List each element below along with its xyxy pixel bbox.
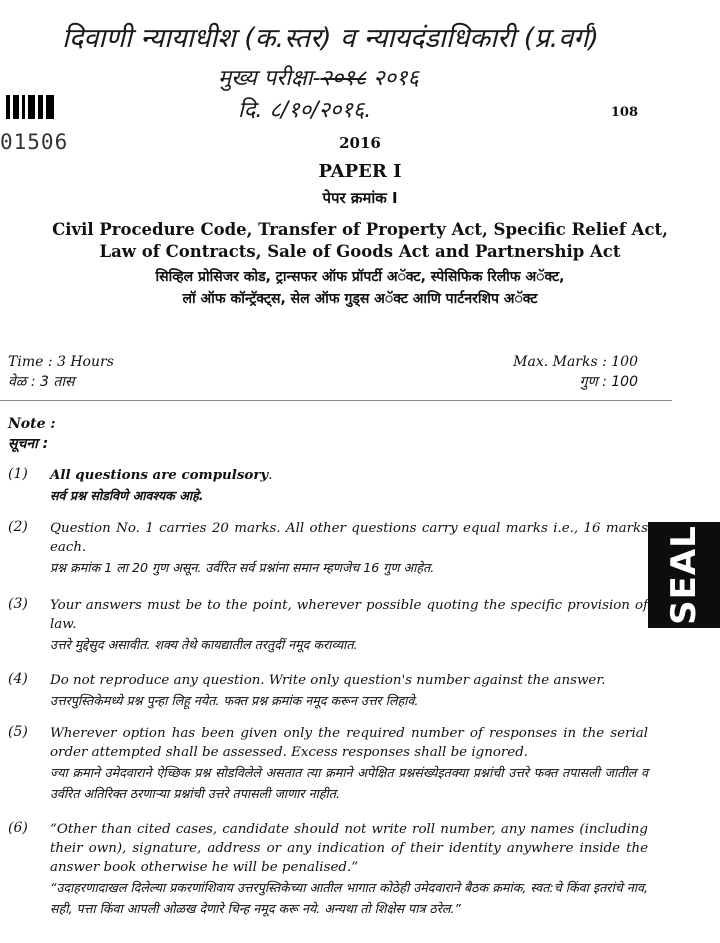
instruction-english-end: . bbox=[268, 468, 273, 483]
handwritten-exam-name bbox=[218, 62, 419, 92]
subject-line-2: Law of Contracts, Sale of Goods Act and Partnership Act bbox=[99, 242, 621, 261]
instruction-number: (1) bbox=[8, 466, 28, 482]
time-english: Time : 3 Hours bbox=[8, 354, 114, 370]
instruction-english: Question No. 1 carries 20 marks. All other questions carry equal marks i.e., 16 marks each. bbox=[50, 521, 648, 555]
handwritten-date: दि. ८/१०/२०१६. bbox=[238, 98, 372, 123]
instruction-marathi: ज्या क्रमाने उमेदवाराने ऐच्छिक प्रश्न सोडविलेले असतात त्या क्रमाने अपेक्षित प्रश्नसंख्येइतक्या प्रश्नांची उत्तरे फक्त तपासली जातील व उर्वरित अतिरिक्त ठरणाऱ्या प्रश्नांची उत्तरे तपासली जाणार नाहीत. bbox=[50, 765, 648, 801]
handwritten-struck-text: २०१८ bbox=[320, 66, 367, 91]
subject-marathi-line-2: लॉ ऑफ कॉन्ट्रॅक्ट्स, सेल ऑफ गुड्स अॅक्ट आणि पार्टनरशिप अॅक्ट bbox=[182, 291, 538, 307]
instruction-english: Your answers must be to the point, wherever possible quoting the specific provision of law. bbox=[50, 598, 648, 632]
instruction-number: (3) bbox=[8, 596, 28, 612]
instruction-marathi: “उदाहरणादाखल दिलेल्या प्रकरणांशिवाय उत्तरपुस्तिकेच्या आतील भागात कोठेही उमेदवाराने बैठक क्रमांक, स्वत:चे किंवा इतरांचे नाव, सही, पत्ता किंवा आपली ओळख देणारे चिन्ह नमूद करू नये. अन्यथा तो शिक्षेस पात्र ठरेल.” bbox=[50, 880, 648, 916]
barcode bbox=[6, 95, 60, 119]
instruction-english bbox=[50, 466, 648, 485]
time-marathi: वेळ : 3 तास bbox=[8, 374, 75, 390]
paper-title-marathi: पेपर क्रमांक I bbox=[322, 189, 398, 207]
seal-label: SEAL bbox=[664, 525, 704, 625]
seal-tab bbox=[648, 522, 720, 628]
exam-year: 2016 bbox=[339, 134, 381, 152]
instruction-english-part: All questions are bbox=[50, 467, 182, 483]
max-marks-marathi: गुण : 100 bbox=[579, 374, 638, 390]
roll-number: 01506 bbox=[0, 130, 69, 154]
instruction-marathi: उत्तरपुस्तिकेमध्ये प्रश्न पुन्हा लिहू नयेत. फक्त प्रश्न क्रमांक नमूद करून उत्तर लिहावे. bbox=[50, 693, 419, 708]
instruction-english: Wherever option has been given only the required number of responses in the serial order attempted shall be assessed. Excess responses shall be ignored. bbox=[50, 726, 648, 760]
handwritten-exam-title: दिवाणी न्यायाधीश (क.स्तर) व न्यायदंडाधिकारी (प्र.वर्ग) bbox=[62, 23, 599, 54]
instruction-number: (5) bbox=[8, 724, 28, 740]
handwritten-exam-name-text: मुख्य परीक्षा- bbox=[218, 66, 321, 91]
instruction-emphasis: compulsory bbox=[181, 467, 269, 483]
paper-title: PAPER I bbox=[318, 161, 402, 182]
instruction-english: Do not reproduce any question. Write only question's number against the answer. bbox=[50, 673, 606, 688]
instruction-marathi: सर्व प्रश्न सोडविणे आवश्यक आहे. bbox=[50, 488, 204, 503]
note-heading-marathi: सूचना : bbox=[8, 436, 49, 452]
subject-marathi-line-1: सिव्हिल प्रोसिजर कोड, ट्रान्सफर ऑफ प्रॉपर्टी अॅक्ट, स्पेसिफिक रिलीफ अॅक्ट, bbox=[155, 269, 565, 285]
paper-code: 108 bbox=[610, 105, 638, 120]
instruction-marathi: प्रश्न क्रमांक 1 ला 20 गुण असून. उर्वरित सर्व प्रश्नांना समान म्हणजेच 16 गुण आहेत. bbox=[50, 560, 435, 575]
instruction-number: (4) bbox=[8, 671, 28, 687]
max-marks-english: Max. Marks : 100 bbox=[513, 354, 638, 370]
divider bbox=[0, 400, 672, 401]
instruction-english: “Other than cited cases, candidate should not write roll number, any names (including their own), signature, address or any indication of their identity anywhere inside the answer book otherwise he will be penalised.” bbox=[50, 822, 648, 875]
note-heading: Note : bbox=[8, 416, 56, 432]
instruction-number: (6) bbox=[8, 820, 28, 836]
instruction-marathi: उत्तरे मुद्देसुद असावीत. शक्य तेथे कायद्यातील तरतुदीं नमूद कराव्यात. bbox=[50, 637, 358, 652]
handwritten-year: २०१६ bbox=[366, 66, 419, 91]
subject-line-1: Civil Procedure Code, Transfer of Property Act, Specific Relief Act, bbox=[52, 220, 668, 239]
instruction-number: (2) bbox=[8, 519, 28, 535]
